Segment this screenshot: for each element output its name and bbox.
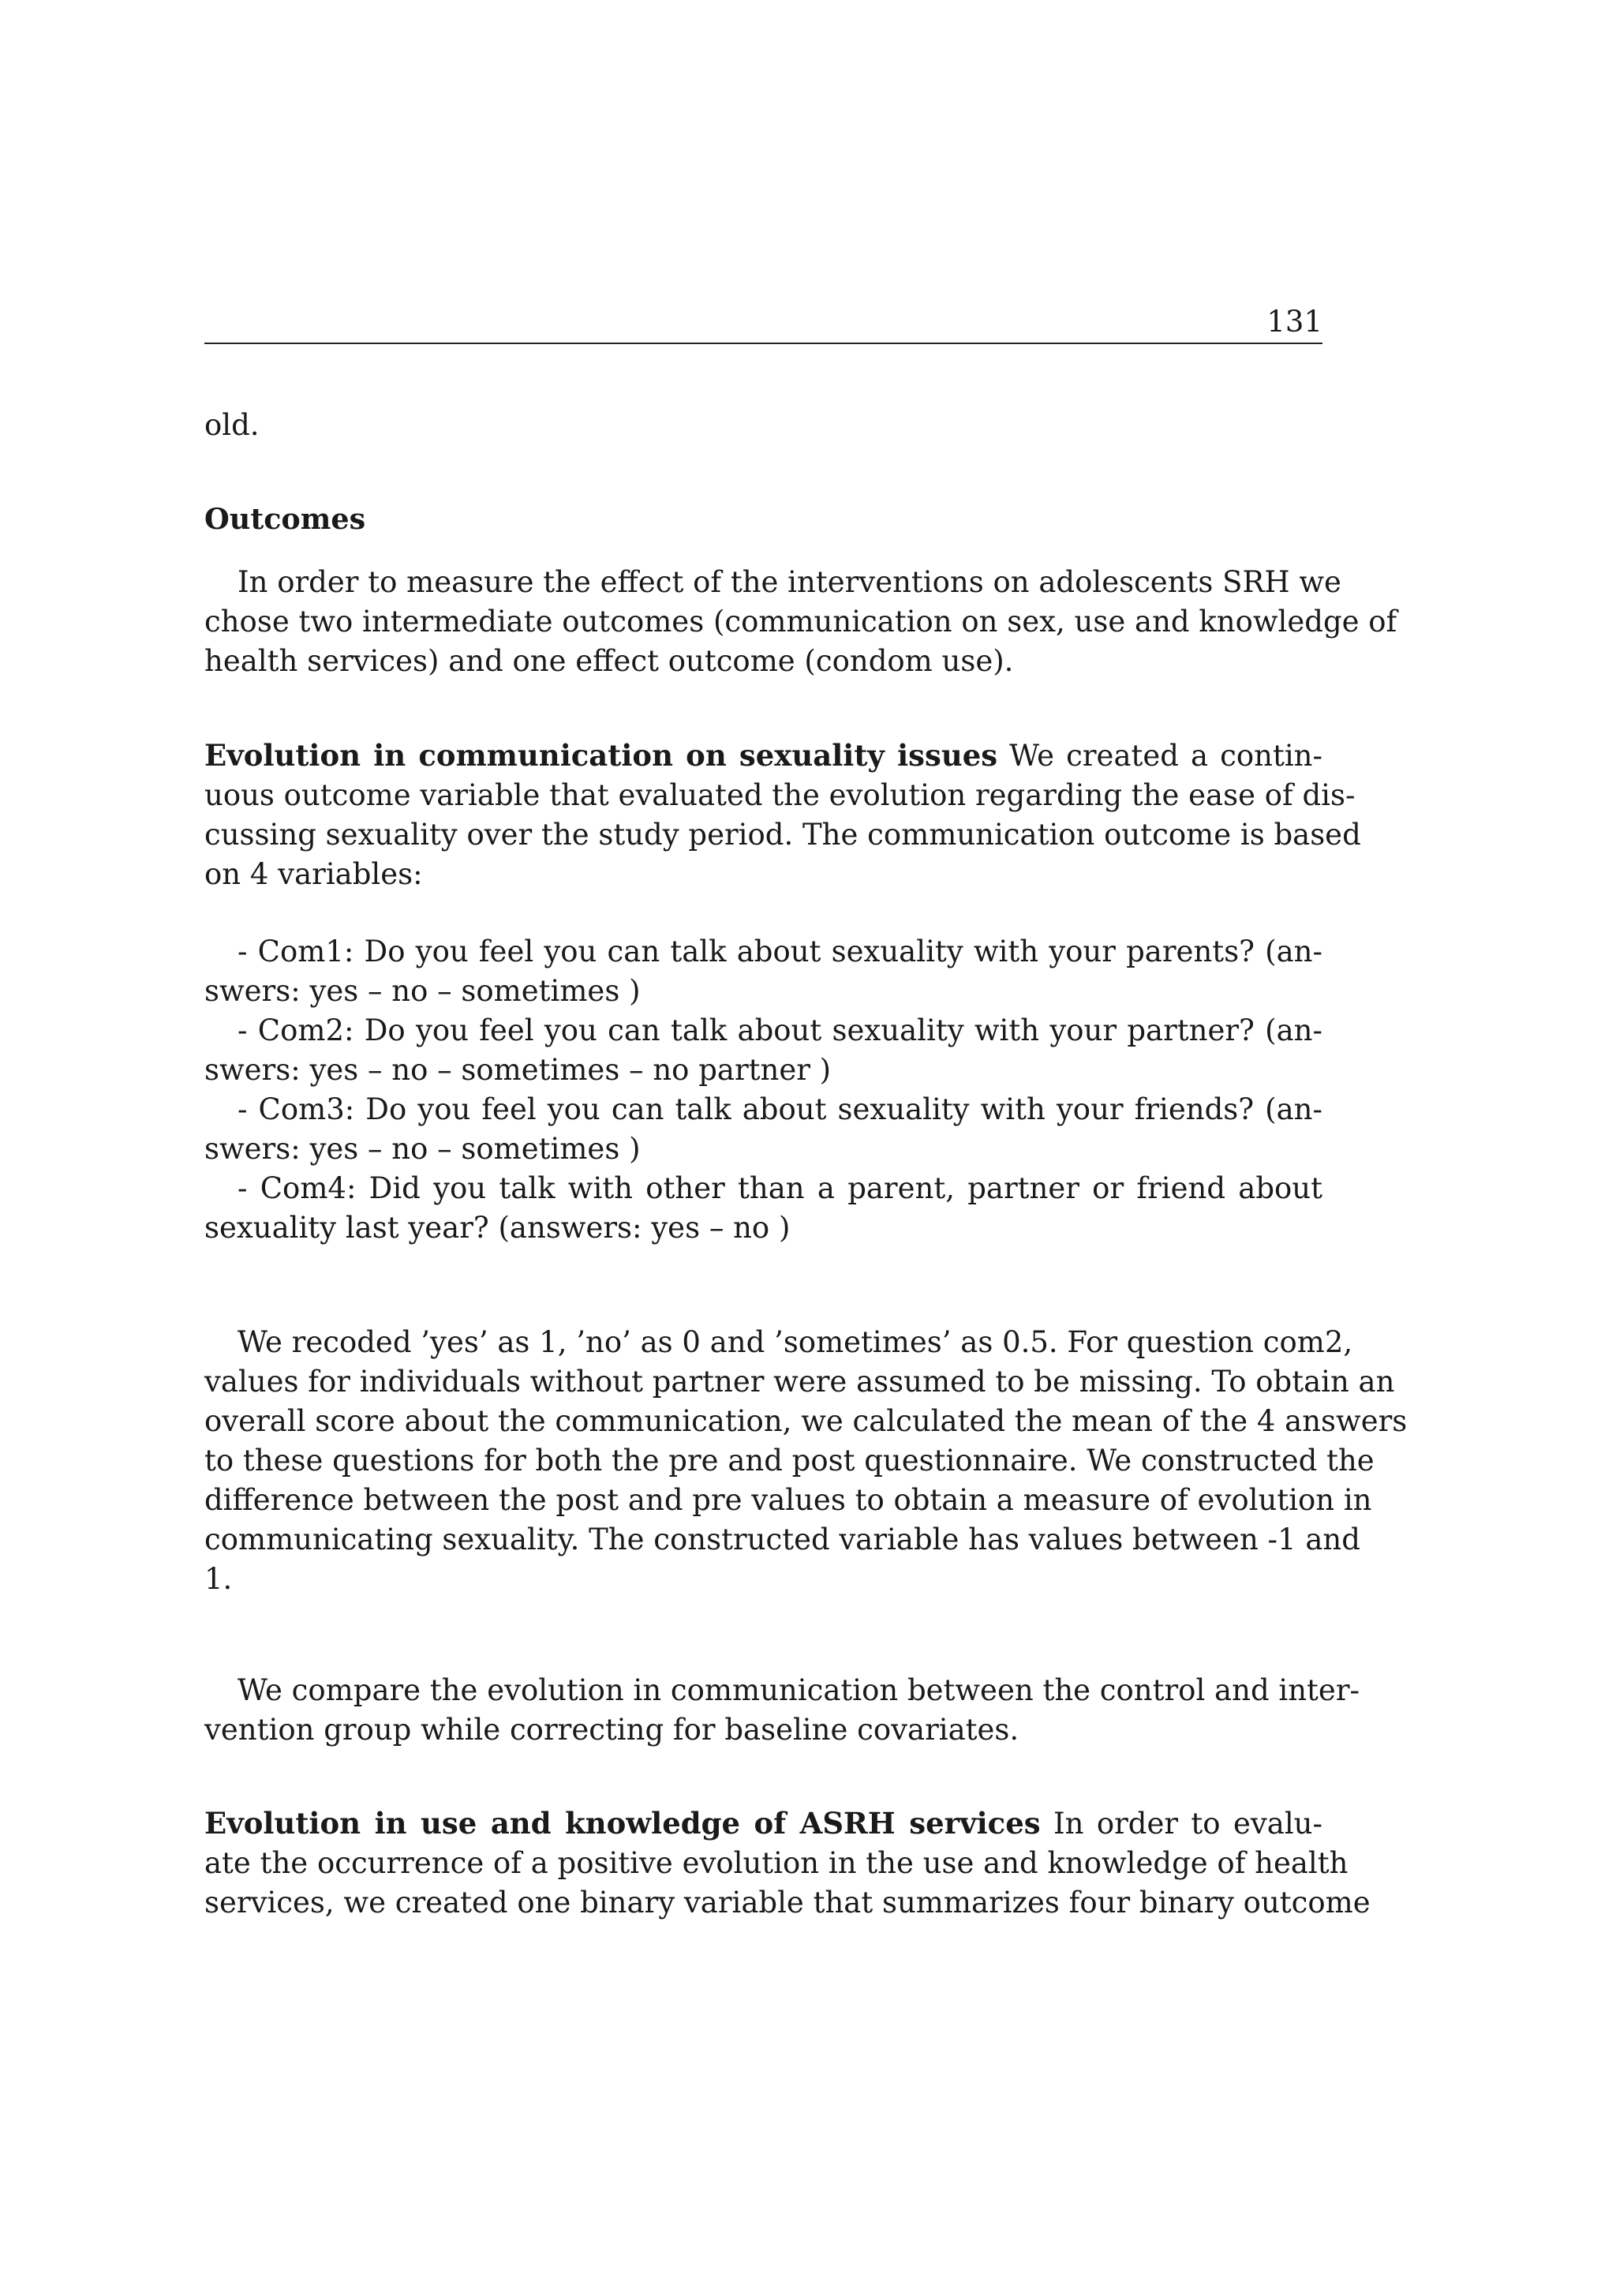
list-item-com1: - Com1: Do you feel you can talk about sexuality with your parents? (an-	[238, 935, 1322, 968]
page-number: 131	[1266, 305, 1322, 339]
paragraph-line: uous outcome variable that evaluated the evolution regarding the ease of dis-	[204, 778, 1356, 812]
paragraph-line: We compare the evolution in communication between the control and inter-	[238, 1673, 1360, 1707]
paragraph-line: difference between the post and pre values to obtain a measure of evolution in	[204, 1483, 1372, 1517]
continuation-text: old.	[204, 408, 260, 442]
outcomes-paragraph	[204, 563, 1397, 681]
paragraph-line: to these questions for both the pre and post questionnaire. We constructed the	[204, 1444, 1375, 1478]
list-item-com4: - Com4: Did you talk with other than a parent, partner or friend about	[238, 1171, 1322, 1205]
paragraph-line: 1.	[204, 1562, 233, 1596]
communication-paragraph	[204, 736, 1361, 894]
list-item-com3-continuation: swers: yes – no – sometimes )	[204, 1132, 641, 1166]
paragraph-line: health services) and one effect outcome (condom use).	[204, 644, 1014, 678]
list-item-com2: - Com2: Do you feel you can talk about sexuality with your partner? (an-	[238, 1013, 1322, 1047]
paragraph-line: chose two intermediate outcomes (communication on sex, use and knowledge of	[204, 605, 1397, 639]
paragraph-line: values for individuals without partner were assumed to be missing. To obtain an	[204, 1365, 1395, 1399]
header-rule	[204, 343, 1322, 344]
runin-heading-asrh: Evolution in use and knowledge of ASRH services	[204, 1806, 1041, 1841]
section-heading-outcomes: Outcomes	[204, 502, 366, 536]
recoding-paragraph	[204, 1323, 1408, 1599]
paragraph-line: Evolution in communication on sexuality issues We created a contin-	[204, 738, 1323, 773]
paragraph-line: ate the occurrence of a positive evolution in the use and knowledge of health	[204, 1846, 1349, 1880]
paragraph-line: services, we created one binary variable that summarizes four binary outcome	[204, 1886, 1371, 1920]
paragraph-line: vention group while correcting for baseline covariates.	[204, 1713, 1019, 1747]
paragraph-line: communicating sexuality. The constructed variable has values between -1 and	[204, 1523, 1360, 1556]
compare-paragraph	[204, 1671, 1360, 1750]
paragraph-line: cussing sexuality over the study period. The communication outcome is based	[204, 818, 1361, 852]
variables-list	[204, 932, 1322, 1248]
paragraph-line: Evolution in use and knowledge of ASRH services In order to evalu-	[204, 1806, 1322, 1841]
paragraph-line: In order to measure the effect of the interventions on adolescents SRH we	[238, 565, 1341, 599]
list-item-com4-continuation: sexuality last year? (answers: yes – no )	[204, 1211, 791, 1245]
list-item-com3: - Com3: Do you feel you can talk about sexuality with your friends? (an-	[238, 1092, 1322, 1126]
paragraph-line: We recoded ’yes’ as 1, ’no’ as 0 and ’sometimes’ as 0.5. For question com2,	[238, 1325, 1353, 1359]
list-item-com2-continuation: swers: yes – no – sometimes – no partner )	[204, 1053, 832, 1087]
asrh-paragraph	[204, 1803, 1371, 1923]
paragraph-line: on 4 variables:	[204, 857, 423, 891]
list-item-com1-continuation: swers: yes – no – sometimes )	[204, 974, 641, 1008]
runin-heading-communication: Evolution in communication on sexuality issues	[204, 738, 998, 773]
paragraph-line: overall score about the communication, we calculated the mean of the 4 answers	[204, 1404, 1408, 1438]
